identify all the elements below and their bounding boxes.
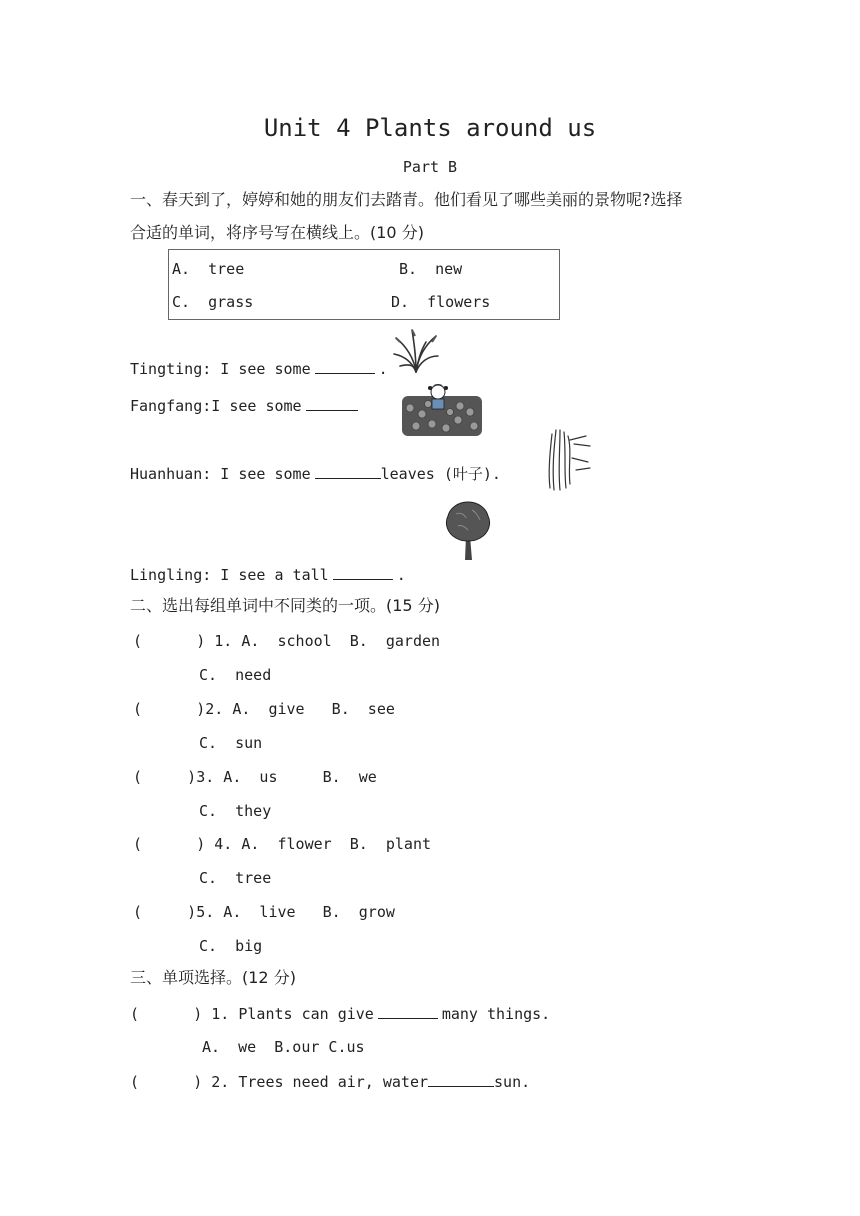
item-tingting — [130, 358, 388, 379]
item-huanhuan-text: Huanhuan: I see some — [130, 465, 311, 483]
item-fangfang-text: Fangfang:I see some — [130, 397, 302, 415]
s3-question-2 — [130, 1071, 530, 1092]
page-title: Unit 4 Plants around us — [263, 114, 597, 142]
section3-instruction: 三、单项选择。(12 分) — [130, 968, 296, 987]
item-lingling-text: Lingling: I see a tall — [130, 566, 329, 584]
s2-question-2: ( )2. A. give B. see — [133, 700, 395, 718]
option-b: B. new — [399, 260, 463, 278]
section1-instruction-line1: 一、春天到了，婷婷和她的朋友们去踏青。他们看见了哪些美丽的景物呢?选择 — [130, 190, 683, 209]
option-c: C. grass — [172, 293, 254, 311]
item-lingling — [130, 564, 406, 585]
s3-question-1-text: ( ) 1. Plants can give — [130, 1005, 374, 1023]
item-fangfang — [130, 395, 362, 416]
willow-leaves-icon — [546, 428, 594, 492]
item-tingting-suffix: . — [378, 360, 388, 378]
answer-blank[interactable] — [315, 463, 381, 479]
item-huanhuan — [130, 463, 501, 484]
item-huanhuan-suffix: leaves (叶子). — [380, 465, 501, 483]
answer-blank[interactable] — [378, 1003, 438, 1019]
tree-icon — [444, 500, 492, 562]
s3-question-2-suffix: sun. — [494, 1073, 531, 1091]
s3-question-1-options: A. we B.our C.us — [202, 1038, 365, 1056]
section1-instruction-line2: 合适的单词，将序号写在横线上。(10 分) — [130, 223, 424, 242]
s2-question-4: ( ) 4. A. flower B. plant — [133, 835, 432, 853]
answer-blank[interactable] — [315, 358, 375, 374]
s2-question-1-option-c: C. need — [199, 666, 272, 684]
section2-instruction: 二、选出每组单词中不同类的一项。(15 分) — [130, 596, 440, 615]
part-label: Part B — [402, 158, 458, 176]
s2-question-4-option-c: C. tree — [199, 869, 272, 887]
s2-question-3: ( )3. A. us B. we — [133, 768, 377, 786]
s2-question-3-option-c: C. they — [199, 802, 272, 820]
item-lingling-suffix: . — [396, 566, 406, 584]
s2-question-2-option-c: C. sun — [199, 734, 263, 752]
option-d: D. flowers — [391, 293, 491, 311]
answer-blank[interactable] — [428, 1071, 494, 1087]
answer-blank[interactable] — [306, 395, 358, 411]
item-tingting-text: Tingting: I see some — [130, 360, 311, 378]
flowers-icon — [400, 382, 484, 438]
answer-blank[interactable] — [333, 564, 393, 580]
s3-question-1 — [130, 1003, 550, 1024]
s2-question-1: ( ) 1. A. school B. garden — [133, 632, 441, 650]
s2-question-5-option-c: C. big — [199, 937, 263, 955]
s3-question-2-text: ( ) 2. Trees need air, water — [130, 1073, 429, 1091]
grass-icon — [392, 328, 440, 374]
s3-question-1-suffix: many things. — [441, 1005, 551, 1023]
option-a: A. tree — [172, 260, 245, 278]
s2-question-5: ( )5. A. live B. grow — [133, 903, 395, 921]
